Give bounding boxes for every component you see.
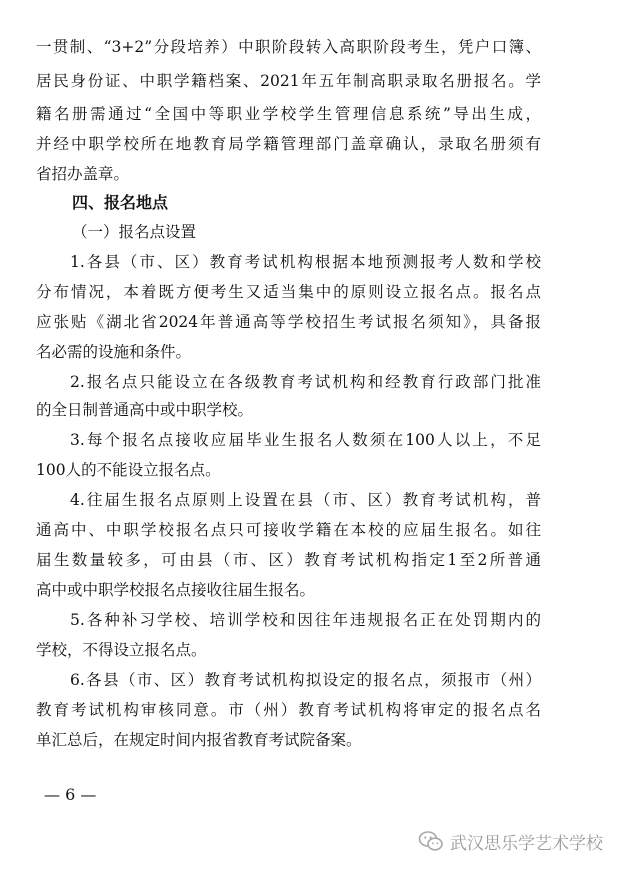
item-6-line: 单汇总后，在规定时间内报省教育考试院备案。 (36, 731, 362, 749)
item-1-line: 应张贴《湖北省2024年普通高等学校招生考试报名须知》，具备报 (36, 313, 541, 331)
item-2-line: 的全日制普通高中或中职学校。 (36, 401, 254, 419)
item-4-line: 届生数量较多，可由县（市、区）教育考试机构指定1至2所普通 (36, 551, 541, 569)
paragraph-line: 一贯制、“3+2”分段培养）中职阶段转入高职阶段考生，凭户口簿、 (36, 38, 541, 56)
paragraph-line: 并经中职学校所在地教育局学籍管理部门盖章确认，录取名册须有 (36, 135, 541, 153)
subsection-heading: （一）报名点设置 (72, 223, 197, 241)
wechat-icon (418, 830, 444, 852)
item-4-line: 4.往届生报名点原则上设置在县（市、区）教育考试机构，普 (70, 491, 541, 509)
paragraph-line: 省招办盖章。 (36, 165, 130, 183)
section-heading: 四、报名地点 (72, 193, 169, 212)
item-5-line: 5.各种补习学校、培训学校和因往年违规报名正在处罚期内的 (70, 611, 541, 629)
item-4-line: 通高中、中职学校报名点只可接收学籍在本校的应届生报名。如往 (36, 521, 541, 539)
paragraph-line: 籍名册需通过“全国中等职业学校学生管理信息系统”导出生成， (36, 105, 541, 123)
item-2-line: 2.报名点只能设立在各级教育考试机构和经教育行政部门批准 (70, 373, 541, 391)
item-6-line: 6.各县（市、区）教育考试机构拟设定的报名点，须报市（州） (70, 671, 541, 689)
item-6-line: 教育考试机构审核同意。市（州）教育考试机构将审定的报名点名 (36, 701, 541, 719)
item-3-line: 100人的不能设立报名点。 (36, 461, 221, 479)
item-1-line: 分布情况，本着既方便考生又适当集中的原则设立报名点。报名点 (36, 283, 541, 301)
item-1-line: 名必需的设施和条件。 (36, 343, 192, 361)
item-5-line: 学校，不得设立报名点。 (36, 641, 207, 659)
watermark (418, 828, 603, 854)
watermark-text: 武汉思乐学艺术学校 (450, 833, 603, 854)
item-3-line: 3.每个报名点接收应届毕业生报名人数须在100人以上，不足 (70, 431, 541, 449)
item-1-line: 1.各县（市、区）教育考试机构根据本地预测报考人数和学校 (70, 253, 541, 271)
item-4-line: 高中或中职学校报名点接收往届生报名。 (36, 581, 316, 599)
paragraph-line: 居民身份证、中职学籍档案、2021年五年制高职录取名册报名。学 (36, 72, 541, 90)
page-number: — 6 — (44, 785, 97, 804)
